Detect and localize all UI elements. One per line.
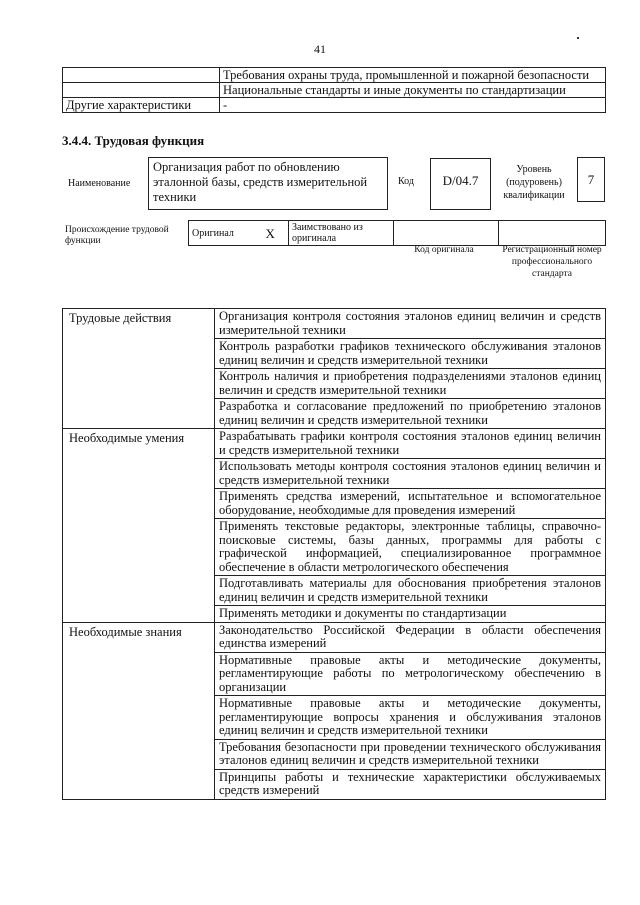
table-row [63, 68, 606, 83]
category-label: Трудовые действия [63, 309, 215, 429]
labor-function-table [62, 308, 606, 800]
category-label: Необходимые умения [63, 429, 215, 623]
table-cell: Принципы работы и технические характеристики обслуживаемых средств измерений [215, 769, 606, 799]
level-box: 7 [577, 157, 605, 202]
row-label [63, 83, 220, 98]
table-cell: Нормативные правовые акты и методические документы, регламентирующие вопросы хранения и обслуживания эталонов единиц величин и средств измерительной техники [215, 696, 606, 740]
table-cell: Подготавливать материалы для обоснования приобретения эталонов единиц величин и средств измерительной техники [215, 576, 606, 606]
table-cell: Законодательство Российской Федерации в области обеспечения единства измерений [215, 622, 606, 652]
top-characteristics-table [62, 67, 606, 113]
row-value: Требования охраны труда, промышленной и пожарной безопасности [220, 68, 606, 83]
code-original-label: Код оригинала [414, 245, 474, 255]
page-number: 41 [314, 42, 326, 56]
reg-number-label: Регистрационный номер профессионального стандарта [502, 245, 602, 279]
code-original-cell [394, 221, 499, 246]
origin-mark: X [253, 221, 289, 246]
reg-number-cell [499, 221, 606, 246]
origin-label: Происхождение трудовой функции [65, 225, 169, 246]
table-cell: Требования безопасности при проведении технического обслуживания эталонов единиц величин и средств измерительной техники [215, 739, 606, 769]
table-cell: Использовать методы контроля состояния эталонов единиц величин и средств измерительной техники [215, 459, 606, 489]
table-cell: Нормативные правовые акты и методические документы, регламентирующие работы по метрологическому обеспечению в организации [215, 652, 606, 696]
table-cell: Разработка и согласование предложений по приобретению эталонов единиц величин и средств измерительной техники [215, 399, 606, 429]
table-cell: Применять средства измерений, испытательное и вспомогательное оборудование, необходимые для проведения измерений [215, 489, 606, 519]
table-row [63, 309, 606, 339]
origin-table [188, 220, 606, 246]
category-label: Необходимые знания [63, 622, 215, 799]
level-label: Уровень (подуровень) квалификации [503, 164, 565, 201]
row-label [63, 68, 220, 83]
section-title: 3.4.4. Трудовая функция [62, 133, 205, 148]
table-cell: Организация контроля состояния эталонов единиц величин и средств измерительной техники [215, 309, 606, 339]
row-value: - [220, 98, 606, 113]
function-name-box: Организация работ по обновлению эталонной базы, средств измерительной техники [148, 157, 388, 210]
table-cell: Применять текстовые редакторы, электронные таблицы, справочно-поисковые системы, базы данных, программы для работы с графической информацией, специализированное программное обеспечение в области метрологического обеспечения [215, 519, 606, 576]
table-row [63, 83, 606, 98]
table-cell: Применять методики и документы по стандартизации [215, 606, 606, 623]
origin-borrowed-label: Заимствовано из оригинала [289, 221, 394, 246]
code-label: Код [398, 176, 414, 187]
table-cell: Контроль наличия и приобретения подразделениями эталонов единиц величин и средств измерительной техники [215, 369, 606, 399]
origin-original-label: Оригинал [189, 221, 253, 246]
scan-speck [577, 37, 579, 39]
table-row [63, 429, 606, 459]
row-value: Национальные стандарты и иные документы по стандартизации [220, 83, 606, 98]
name-label: Наименование [68, 178, 131, 189]
table-cell: Контроль разработки графиков технического обслуживания эталонов единиц величин и средств измерительной техники [215, 339, 606, 369]
table-cell: Разрабатывать графики контроля состояния эталонов единиц величин и средств измерительной техники [215, 429, 606, 459]
function-code-box: D/04.7 [430, 158, 491, 210]
table-row [189, 221, 606, 246]
table-row [63, 622, 606, 652]
row-label: Другие характеристики [63, 98, 220, 113]
table-row [63, 98, 606, 113]
